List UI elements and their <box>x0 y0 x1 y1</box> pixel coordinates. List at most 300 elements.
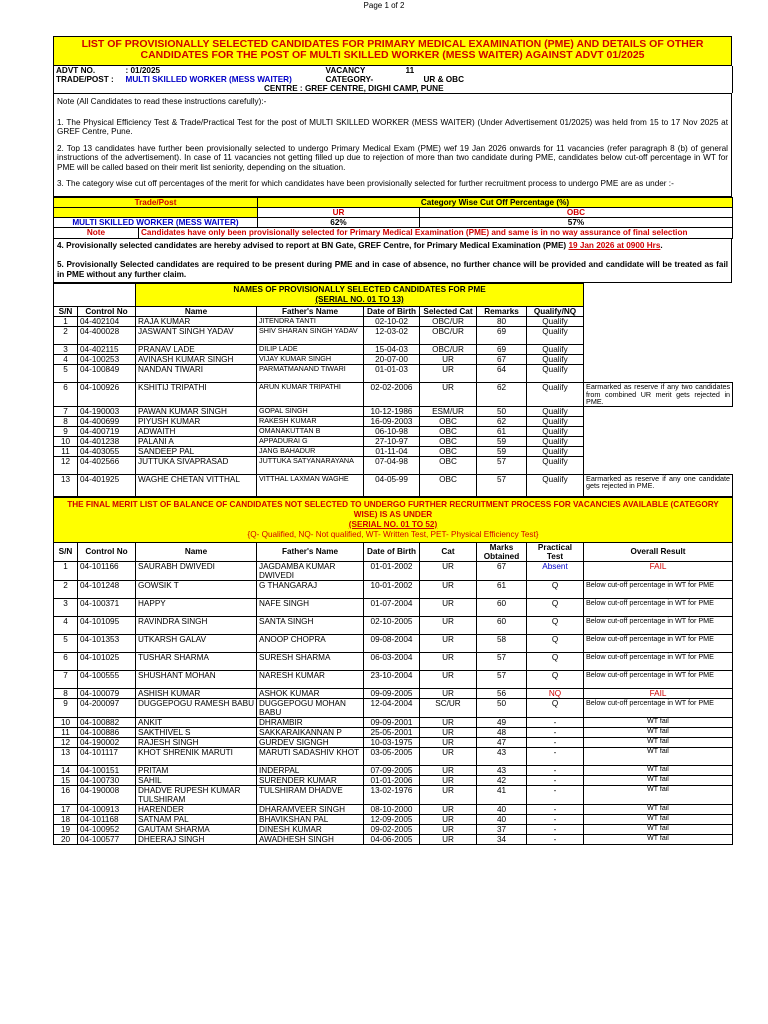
cell-ctrl: 04-100577 <box>78 834 136 844</box>
cell-pt: Q <box>527 652 584 670</box>
cell-pt: Absent <box>527 561 584 580</box>
cell-father: JITENDRA TANTI <box>257 317 364 327</box>
cell-sn: 4 <box>54 355 78 365</box>
col-dob: Date of Birth <box>364 307 420 317</box>
cell-cat: UR <box>420 383 477 407</box>
cell-ctrl: 04-190002 <box>78 737 136 747</box>
cell-name: UTKARSH GALAV <box>136 634 257 652</box>
cell-dob: 10-12-1986 <box>364 406 420 416</box>
col-control-no: Control No <box>78 542 136 561</box>
table-row <box>54 345 733 355</box>
cell-name: SAHIL <box>136 775 257 785</box>
cell-dob: 01-01-2006 <box>364 775 420 785</box>
cell-marks: 60 <box>477 598 527 616</box>
cell-pt: - <box>527 717 584 727</box>
notes-section <box>53 93 732 197</box>
cell-ctrl: 04-100371 <box>78 598 136 616</box>
cell-ctrl: 04-400719 <box>78 426 136 436</box>
note-2: 2. Top 13 candidates have further been provisionally selected to undergo Primary Medical Exam (PME) wef 19 Jan 2026 onwards for 11 vacancies (refer paragraph 8 (b) of general instructions of the advertisement). In case of 11 vacancies not getting filled up due to rejection of more than two candidate during PME, candidates below cut-off percentage in WT for PME will be called based on their merit list seniority, depending on the situation. <box>57 143 728 172</box>
col-remarks: Remarks <box>477 307 527 317</box>
cell-dob: 09-09-2005 <box>364 688 420 698</box>
cell-marks: 60 <box>477 616 527 634</box>
cell-remarks: 62 <box>477 383 527 407</box>
cell-sn: 2 <box>54 327 78 345</box>
col-cat: Cat <box>420 542 477 561</box>
cell-pt: - <box>527 737 584 747</box>
cell-dob: 07-09-2005 <box>364 765 420 775</box>
cell-father: NAFE SINGH <box>257 598 364 616</box>
cell-pt: Q <box>527 698 584 717</box>
cell-dob: 03-05-2005 <box>364 747 420 765</box>
cell-res: WT fail <box>584 717 733 727</box>
table-row <box>54 406 733 416</box>
cell-cat: UR <box>420 775 477 785</box>
cell-res: WT fail <box>584 804 733 814</box>
cell-sn: 13 <box>54 474 78 496</box>
cell-ctrl: 04-100926 <box>78 383 136 407</box>
cell-sn: 9 <box>54 426 78 436</box>
cell-marks: 37 <box>477 824 527 834</box>
cell-name: GAUTAM SHARMA <box>136 824 257 834</box>
merit-list-table <box>53 497 733 845</box>
cell-remarks: 59 <box>477 436 527 446</box>
cell-father: ARUN KUMAR TRIPATHI <box>257 383 364 407</box>
cell-name: KSHITIJ TRIPATHI <box>136 383 257 407</box>
table-row <box>54 317 733 327</box>
cell-ctrl: 04-401238 <box>78 436 136 446</box>
cell-pt: Q <box>527 580 584 598</box>
note-1: 1. The Physical Efficiency Test & Trade/Practical Test for the post of MULTI SKILLED WORKER (MESS WAITER) (Under Advertisement 01/2025) was held from 15 to 17 Nov 2025 at GREF Centre, Pune. <box>57 117 728 136</box>
cell-res: WT fail <box>584 834 733 844</box>
note-5: 5. Provisionally Selected candidates are required to be present during PME and in case of absence, no further chance will be provided and candidate will be treated as fail in PME without any further claim. <box>57 260 728 279</box>
cutoff-ur-label: UR <box>258 207 420 217</box>
cell-cat: UR <box>420 616 477 634</box>
cell-father: VITTHAL LAXMAN WAGHE <box>257 474 364 496</box>
cell-marks: 56 <box>477 688 527 698</box>
cell-remarks: 59 <box>477 446 527 456</box>
cell-pt: Q <box>527 616 584 634</box>
cell-sn: 1 <box>54 561 78 580</box>
cell-ctrl: 04-100952 <box>78 824 136 834</box>
empty-cell <box>584 317 733 327</box>
table-row <box>54 327 733 345</box>
cell-cat: UR <box>420 765 477 775</box>
cell-pt: - <box>527 765 584 775</box>
cell-cat: UR <box>420 598 477 616</box>
table-row <box>54 365 733 383</box>
cell-father: BHAVIKSHAN PAL <box>257 814 364 824</box>
cell-sn: 3 <box>54 345 78 355</box>
table-row <box>54 446 733 456</box>
cell-res: WT fail <box>584 775 733 785</box>
cell-cat: OBC <box>420 456 477 474</box>
category-value: UR & OBC <box>423 75 464 84</box>
cell-marks: 48 <box>477 727 527 737</box>
cell-cat: OBC/UR <box>420 327 477 345</box>
cell-res: FAIL <box>584 688 733 698</box>
cell-dob: 07-04-98 <box>364 456 420 474</box>
cutoff-trade-header: Trade/Post <box>54 197 258 207</box>
cell-dob: 15-04-03 <box>364 345 420 355</box>
col-sn: S/N <box>54 307 78 317</box>
cell-ctrl: 04-101353 <box>78 634 136 652</box>
table-row <box>54 785 733 804</box>
cell-marks: 57 <box>477 670 527 688</box>
cell-cat: UR <box>420 717 477 727</box>
cell-q: Qualify <box>527 426 584 436</box>
cell-father: OMANAKUTTAN B <box>257 426 364 436</box>
empty-cell <box>584 436 733 446</box>
cell-dob: 06-10-98 <box>364 426 420 436</box>
cell-ctrl: 04-403055 <box>78 446 136 456</box>
col-father-name: Father's Name <box>257 542 364 561</box>
table-row <box>54 456 733 474</box>
cell-ctrl: 04-100730 <box>78 775 136 785</box>
cell-cat: UR <box>420 580 477 598</box>
cell-father: GURDEV SIGNGH <box>257 737 364 747</box>
cell-remarks: 80 <box>477 317 527 327</box>
cell-q: Qualify <box>527 446 584 456</box>
cell-name: HAPPY <box>136 598 257 616</box>
cell-dob: 16-09-2003 <box>364 416 420 426</box>
cell-dob: 04-05-99 <box>364 474 420 496</box>
cell-dob: 06-03-2004 <box>364 652 420 670</box>
cell-name: KHOT SHRENIK MARUTI <box>136 747 257 765</box>
cell-name: NANDAN TIWARI <box>136 365 257 383</box>
cell-dob: 09-09-2001 <box>364 717 420 727</box>
cell-dob: 23-10-2004 <box>364 670 420 688</box>
cell-ctrl: 04-101248 <box>78 580 136 598</box>
cell-father: SHIV SHARAN SINGH YADAV <box>257 327 364 345</box>
cell-name: JASWANT SINGH YADAV <box>136 327 257 345</box>
cell-sn: 1 <box>54 317 78 327</box>
cell-ctrl: 04-101025 <box>78 652 136 670</box>
cell-marks: 61 <box>477 580 527 598</box>
cell-name: GOWSIK T <box>136 580 257 598</box>
cell-sn: 9 <box>54 698 78 717</box>
cutoff-post: MULTI SKILLED WORKER (MESS WAITER) <box>54 217 258 227</box>
cell-q: Qualify <box>527 474 584 496</box>
cell-ctrl: 04-100079 <box>78 688 136 698</box>
cell-q: Qualify <box>527 416 584 426</box>
table-row <box>54 814 733 824</box>
cell-marks: 49 <box>477 717 527 727</box>
col-name: Name <box>136 542 257 561</box>
col-selected-cat: Selected Cat <box>420 307 477 317</box>
cell-res: Below cut-off percentage in WT for PME <box>584 698 733 717</box>
table-row <box>54 561 733 580</box>
cell-sn: 10 <box>54 717 78 727</box>
cell-ctrl: 04-400699 <box>78 416 136 426</box>
empty-cell <box>584 406 733 416</box>
cell-pt: - <box>527 804 584 814</box>
cell-dob: 02-10-02 <box>364 317 420 327</box>
cell-cat: UR <box>420 670 477 688</box>
table-row <box>54 727 733 737</box>
cell-sn: 20 <box>54 834 78 844</box>
cell-name: RAJA KUMAR <box>136 317 257 327</box>
cell-sn: 11 <box>54 727 78 737</box>
col-qualify: Qualify/NQ <box>527 307 584 317</box>
cell-q: Qualify <box>527 345 584 355</box>
cell-sn: 4 <box>54 616 78 634</box>
cell-marks: 58 <box>477 634 527 652</box>
note-3: 3. The category wise cut off percentages of the merit for which candidates have been provisionally selected for further recruitment process to undergo PME are as under :- <box>57 179 674 188</box>
cell-father: TULSHIRAM DHADVE <box>257 785 364 804</box>
selected-heading: NAMES OF PROVISIONALLY SELECTED CANDIDATES FOR PME (SERIAL NO. 01 TO 13) <box>136 284 584 307</box>
table-row <box>54 426 733 436</box>
cell-father: GOPAL SINGH <box>257 406 364 416</box>
cell-res: Below cut-off percentage in WT for PME <box>584 652 733 670</box>
cell-sn: 5 <box>54 634 78 652</box>
cell-ctrl: 04-100253 <box>78 355 136 365</box>
cell-dob: 08-10-2000 <box>364 804 420 814</box>
cell-father: SURENDER KUMAR <box>257 775 364 785</box>
empty-cell <box>584 365 733 383</box>
cell-dob: 01-07-2004 <box>364 598 420 616</box>
cell-marks: 57 <box>477 652 527 670</box>
cell-name: SATNAM PAL <box>136 814 257 824</box>
cell-q: Qualify <box>527 317 584 327</box>
cell-sn: 8 <box>54 416 78 426</box>
cell-cat: OBC/UR <box>420 317 477 327</box>
cell-remarks: 50 <box>477 406 527 416</box>
table-row <box>54 598 733 616</box>
cell-dob: 12-09-2005 <box>364 814 420 824</box>
cell-name: DHEERAJ SINGH <box>136 834 257 844</box>
table-row <box>54 834 733 844</box>
cell-name: ADWAITH <box>136 426 257 436</box>
cell-dob: 12-03-02 <box>364 327 420 345</box>
cell-name: SHUSHANT MOHAN <box>136 670 257 688</box>
cell-father: DUGGEPOGU MOHAN BABU <box>257 698 364 717</box>
cell-cat: UR <box>420 561 477 580</box>
cell-res: Below cut-off percentage in WT for PME <box>584 634 733 652</box>
col-control-no: Control No <box>78 307 136 317</box>
cell-cat: UR <box>420 688 477 698</box>
cell-q: Qualify <box>527 383 584 407</box>
table-row <box>54 474 733 496</box>
cutoff-category-header: Category Wise Cut Off Percentage (%) <box>258 197 733 207</box>
cell-father: SURESH SHARMA <box>257 652 364 670</box>
cell-name: WAGHE CHETAN VITTHAL <box>136 474 257 496</box>
cell-father: NARESH KUMAR <box>257 670 364 688</box>
cell-ctrl: 04-100886 <box>78 727 136 737</box>
cell-dob: 13-02-1976 <box>364 785 420 804</box>
document-title: LIST OF PROVISIONALLY SELECTED CANDIDATES FOR PRIMARY MEDICAL EXAMINATION (PME) AND DETAILS OF OTHER CANDIDATES FOR THE POST OF MULTI SKILLED WORKER (MESS WAITER) AGAINST ADVT 01/2025 <box>54 37 732 66</box>
cell-father: SAKKARAIKANNAN P <box>257 727 364 737</box>
cell-cat: UR <box>420 365 477 383</box>
table-row <box>54 580 733 598</box>
table-row <box>54 747 733 765</box>
cell-sn: 8 <box>54 688 78 698</box>
cell-name: PALANI A <box>136 436 257 446</box>
cell-remarks: 57 <box>477 474 527 496</box>
cell-ctrl: 04-400028 <box>78 327 136 345</box>
cell-cat: UR <box>420 747 477 765</box>
cell-q: Qualify <box>527 327 584 345</box>
document <box>53 36 732 845</box>
cell-sn: 19 <box>54 824 78 834</box>
cell-sn: 18 <box>54 814 78 824</box>
cutoff-obc-label: OBC <box>420 207 733 217</box>
cell-res: WT fail <box>584 765 733 775</box>
cell-res: WT fail <box>584 814 733 824</box>
cell-ctrl: 04-401925 <box>78 474 136 496</box>
cell-ctrl: 04-101117 <box>78 747 136 765</box>
table-row <box>54 804 733 814</box>
col-sn: S/N <box>54 542 78 561</box>
cell-father: ASHOK KUMAR <box>257 688 364 698</box>
cell-name: ANKIT <box>136 717 257 727</box>
table-row <box>54 698 733 717</box>
cell-cat: UR <box>420 824 477 834</box>
cell-cat: OBC <box>420 446 477 456</box>
cell-cat: OBC <box>420 416 477 426</box>
cell-father: APPADURAI G <box>257 436 364 446</box>
cell-father: G THANGARAJ <box>257 580 364 598</box>
reserve-remark: Earmarked as reserve if any one candidate gets rejected in PME. <box>584 474 733 496</box>
cell-pt: Q <box>527 598 584 616</box>
col-overall-result: Overall Result <box>584 542 733 561</box>
table-row <box>54 355 733 365</box>
cell-res: WT fail <box>584 824 733 834</box>
cell-ctrl: 04-190008 <box>78 785 136 804</box>
cell-ctrl: 04-200097 <box>78 698 136 717</box>
cell-name: PAWAN KUMAR SINGH <box>136 406 257 416</box>
cell-res: WT fail <box>584 737 733 747</box>
col-practical-test: Practical Test <box>527 542 584 561</box>
cell-ctrl: 04-402566 <box>78 456 136 474</box>
cell-name: TUSHAR SHARMA <box>136 652 257 670</box>
title-table <box>53 36 732 66</box>
note-4: 4. Provisionally selected candidates are hereby advised to report at BN Gate, GREF Centre, for Primary Medical Examination (PME) 19 Jan 2026 at 0900 Hrs. <box>57 240 663 250</box>
empty-cell <box>584 456 733 474</box>
cell-name: JUTTUKA SIVAPRASAD <box>136 456 257 474</box>
cell-sn: 11 <box>54 446 78 456</box>
cell-name: HARENDER <box>136 804 257 814</box>
cell-cat: SC/UR <box>420 698 477 717</box>
advt-label: ADVT NO. <box>56 66 96 75</box>
cell-dob: 01-11-04 <box>364 446 420 456</box>
cell-cat: UR <box>420 652 477 670</box>
vacancy-label: VACANCY <box>325 66 366 75</box>
table-row <box>54 436 733 446</box>
advt-value: : 01/2025 <box>125 66 161 75</box>
notes-section-2 <box>53 239 732 284</box>
table-row <box>54 688 733 698</box>
cell-name: DUGGEPOGU RAMESH BABU <box>136 698 257 717</box>
cell-father: JAGDAMBA KUMAR DWIVEDI <box>257 561 364 580</box>
cell-marks: 42 <box>477 775 527 785</box>
cell-sn: 6 <box>54 383 78 407</box>
table-row <box>54 775 733 785</box>
cell-dob: 20-07-00 <box>364 355 420 365</box>
cell-dob: 02-10-2005 <box>364 616 420 634</box>
table-row <box>54 765 733 775</box>
cell-name: PIYUSH KUMAR <box>136 416 257 426</box>
empty-cell <box>584 327 733 345</box>
cell-cat: UR <box>420 804 477 814</box>
cell-dob: 09-08-2004 <box>364 634 420 652</box>
cell-dob: 25-05-2001 <box>364 727 420 737</box>
cell-sn: 5 <box>54 365 78 383</box>
centre-line: CENTRE : GREF CENTRE, DIGHI CAMP, PUNE <box>264 84 444 93</box>
cell-name: PRITAM <box>136 765 257 775</box>
cell-ctrl: 04-101095 <box>78 616 136 634</box>
cell-pt: - <box>527 834 584 844</box>
cell-marks: 47 <box>477 737 527 747</box>
cell-dob: 09-02-2005 <box>364 824 420 834</box>
cell-father: SANTA SINGH <box>257 616 364 634</box>
cell-father: DHARAMVEER SINGH <box>257 804 364 814</box>
cell-remarks: 67 <box>477 355 527 365</box>
cell-cat: ESM/UR <box>420 406 477 416</box>
selected-candidates-table <box>53 283 733 497</box>
cell-name: PRANAV LADE <box>136 345 257 355</box>
cell-dob: 10-01-2002 <box>364 580 420 598</box>
cell-ctrl: 04-100882 <box>78 717 136 727</box>
cell-sn: 7 <box>54 406 78 416</box>
reserve-remark: Earmarked as reserve if any two candidates from combined UR merit gets rejected in PME. <box>584 383 733 407</box>
cell-q: Qualify <box>527 436 584 446</box>
table-row <box>54 652 733 670</box>
cutoff-obc-value: 57% <box>420 217 733 227</box>
cell-father: DILIP LADE <box>257 345 364 355</box>
empty-cell <box>584 345 733 355</box>
cell-pt: - <box>527 775 584 785</box>
cell-sn: 10 <box>54 436 78 446</box>
cell-pt: Q <box>527 670 584 688</box>
cell-res: WT fail <box>584 747 733 765</box>
cell-name: AVINASH KUMAR SINGH <box>136 355 257 365</box>
cell-father: DHRAMBIR <box>257 717 364 727</box>
cell-name: RAJESH SINGH <box>136 737 257 747</box>
cell-marks: 43 <box>477 747 527 765</box>
cell-dob: 10-03-1975 <box>364 737 420 747</box>
cell-sn: 12 <box>54 456 78 474</box>
cell-q: Qualify <box>527 365 584 383</box>
cell-ctrl: 04-190003 <box>78 406 136 416</box>
cell-sn: 3 <box>54 598 78 616</box>
cell-cat: UR <box>420 737 477 747</box>
cell-cat: OBC/UR <box>420 345 477 355</box>
cell-cat: OBC <box>420 474 477 496</box>
cell-q: Qualify <box>527 355 584 365</box>
trade-label: TRADE/POST : <box>56 75 114 84</box>
cutoff-ur-value: 62% <box>258 217 420 227</box>
cell-cat: UR <box>420 834 477 844</box>
cell-sn: 12 <box>54 737 78 747</box>
cell-cat: UR <box>420 355 477 365</box>
cell-name: DHADVE RUPESH KUMAR TULSHIRAM <box>136 785 257 804</box>
cell-father: VIJAY KUMAR SINGH <box>257 355 364 365</box>
cell-dob: 12-04-2004 <box>364 698 420 717</box>
cell-father: AWADHESH SINGH <box>257 834 364 844</box>
cell-sn: 14 <box>54 765 78 775</box>
cell-sn: 15 <box>54 775 78 785</box>
vacancy-value: 11 <box>405 66 415 75</box>
cell-name: ASHISH KUMAR <box>136 688 257 698</box>
col-marks: Marks Obtained <box>477 542 527 561</box>
cell-pt: NQ <box>527 688 584 698</box>
note-intro: Note (All Candidates to read these instructions carefully):- <box>57 97 267 106</box>
table-row <box>54 670 733 688</box>
cell-ctrl: 04-101168 <box>78 814 136 824</box>
table-row <box>54 737 733 747</box>
cell-marks: 34 <box>477 834 527 844</box>
cell-pt: - <box>527 727 584 737</box>
